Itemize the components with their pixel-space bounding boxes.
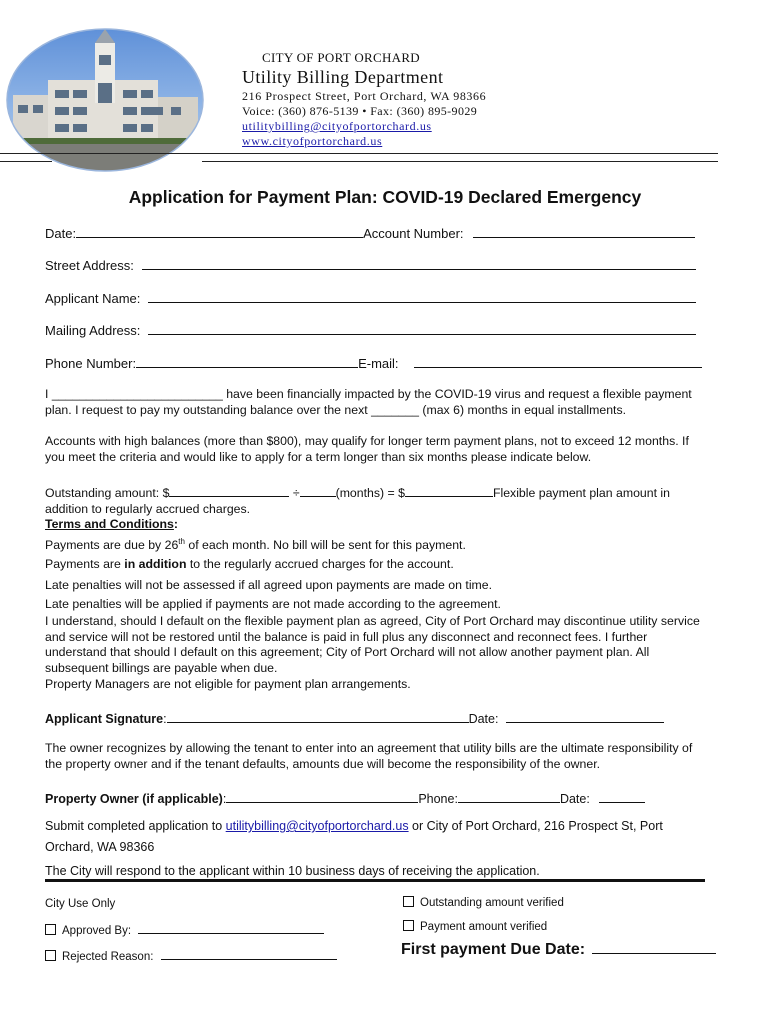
term-due-date: Payments are due by 26th of each month. No bill will be sent for this payment.	[45, 537, 466, 553]
term-late-penalties-1: Late penalties will not be assessed if all agreed upon payments are made on time.	[45, 578, 493, 593]
approved-by-field[interactable]	[138, 920, 324, 934]
default-paragraph: I understand, should I default on the flexible payment plan as agreed, City of Port Orchard may discontinue utility service and service will not be restored until the balance is paid in full plus any disconnect and reconnect fees. I further understand that should I default on this agreement; City of Port Orchard will not allow another payment plan. All subsequent billings are payable when due.	[45, 614, 700, 675]
first-due-label: First payment Due Date:	[401, 941, 586, 958]
outstanding-amount-field[interactable]	[169, 483, 289, 497]
owner-phone-field[interactable]	[458, 789, 560, 803]
approved-row	[45, 920, 324, 937]
rejected-checkbox[interactable]	[45, 950, 56, 961]
outstanding-verified-label: Outstanding amount verified	[420, 897, 564, 909]
header-contact: Voice: (360) 876-5139 • Fax: (360) 895-9029	[242, 104, 478, 118]
date-account-row	[45, 224, 695, 241]
applicant-label: Applicant Name:	[45, 291, 141, 306]
submit-email-link[interactable]: utilitybilling@cityofportorchard.us	[225, 819, 409, 833]
email-field[interactable]	[414, 354, 702, 368]
owner-row: Property Owner (if applicable): Phone: Date:	[45, 789, 645, 806]
signature-label: Applicant Signature	[45, 712, 164, 726]
owner-phone-label: Phone:	[418, 792, 458, 806]
header-rule-right	[202, 161, 718, 162]
terms-heading: Terms and Conditions:	[45, 517, 179, 531]
signature-date-field[interactable]	[506, 709, 664, 723]
intro-paragraph: I _________________________ have been financially impacted by the COVID-19 virus and request a flexible payment plan. I request to pay my outstanding balance over the next _______ (max 6) months in equal installments.	[45, 387, 692, 417]
high-balance-paragraph: Accounts with high balances (more than $800), may qualify for longer term payment plans, not to exceed 12 months. If you meet the criteria and would like to apply for a term longer than six months please indicate below.	[45, 434, 689, 464]
divide-sign: ÷	[292, 486, 300, 500]
phone-email-row	[45, 354, 702, 371]
owner-paragraph: The owner recognizes by allowing the tenant to enter into an agreement that utility bills are the ultimate responsibility of the property owner and if the tenant defaults, amounts due will become the responsibility of the owner.	[45, 741, 693, 771]
months-label: (months) = $	[335, 486, 405, 500]
term-in-addition: Payments are in addition to the regularly accrued charges for the account.	[45, 557, 454, 572]
account-number-field[interactable]	[473, 224, 695, 238]
flex-label-2: addition to regularly accrued charges.	[45, 501, 251, 516]
first-due-row	[401, 937, 716, 959]
submit-paragraph: Submit completed application to utilitybilling@cityofportorchard.us or City of Port Orchard, 216 Prospect St, Port Orchard, WA 98366	[45, 819, 663, 854]
department-name: Utility Billing Department	[242, 67, 444, 87]
owner-label: Property Owner (if applicable)	[45, 792, 223, 806]
account-label: Account Number:	[363, 226, 464, 241]
terms-list	[45, 532, 710, 614]
outstanding-verified-row	[403, 896, 564, 909]
rejected-label: Rejected Reason:	[62, 951, 154, 963]
respond-note: The City will respond to the applicant within 10 business days of receiving the application.	[45, 864, 540, 878]
mailing-address-field[interactable]	[148, 321, 696, 335]
first-due-date-field[interactable]	[592, 937, 716, 954]
outstanding-verified-checkbox[interactable]	[403, 896, 414, 907]
phone-label: Phone Number:	[45, 356, 137, 371]
city-use-rule	[45, 879, 705, 882]
term-late-penalties-2: Late penalties will be applied if payments are not made according to the agreement.	[45, 597, 501, 612]
owner-field[interactable]	[226, 789, 418, 803]
plan-amount-field[interactable]	[405, 483, 493, 497]
city-title: CITY OF PORT ORCHARD	[262, 50, 420, 65]
approved-label: Approved By:	[62, 925, 132, 937]
header-website-link[interactable]: www.cityofportorchard.us	[242, 134, 383, 148]
payment-verified-label: Payment amount verified	[420, 921, 548, 933]
managers-note: Property Managers are not eligible for payment plan arrangements.	[45, 677, 411, 691]
rejected-row	[45, 946, 337, 963]
mailing-row	[45, 321, 696, 338]
mailing-label: Mailing Address:	[45, 323, 141, 338]
approved-checkbox[interactable]	[45, 924, 56, 935]
form-title: Application for Payment Plan: COVID-19 Declared Emergency	[128, 187, 642, 207]
phone-field[interactable]	[136, 354, 358, 368]
date-field[interactable]	[76, 224, 363, 238]
owner-date-field[interactable]	[599, 789, 645, 803]
payment-verified-checkbox[interactable]	[403, 920, 414, 931]
header-address: 216 Prospect Street, Port Orchard, WA 98366	[242, 89, 487, 103]
header-rule-left	[0, 161, 52, 162]
outstanding-label: Outstanding amount: $	[45, 486, 170, 500]
applicant-name-field[interactable]	[148, 289, 696, 303]
signature-date-label: Date:	[468, 712, 499, 726]
rejected-reason-field[interactable]	[161, 946, 337, 960]
email-label: E-mail:	[358, 356, 399, 371]
street-label: Street Address:	[45, 258, 134, 273]
outstanding-section	[45, 483, 710, 533]
owner-date-label: Date:	[559, 792, 590, 806]
months-field[interactable]	[300, 483, 336, 497]
street-row	[45, 256, 696, 273]
signature-row: Applicant Signature: Date:	[45, 709, 664, 726]
payment-verified-row	[403, 920, 547, 933]
applicant-row	[45, 289, 696, 306]
date-label: Date:	[45, 226, 77, 241]
signature-field[interactable]	[167, 709, 469, 723]
city-use-heading: City Use Only	[45, 898, 116, 910]
header-rule	[0, 153, 718, 154]
street-address-field[interactable]	[142, 256, 696, 270]
flex-label: Flexible payment plan amount in	[492, 486, 671, 500]
header-email-link[interactable]: utilitybilling@cityofportorchard.us	[242, 119, 432, 133]
